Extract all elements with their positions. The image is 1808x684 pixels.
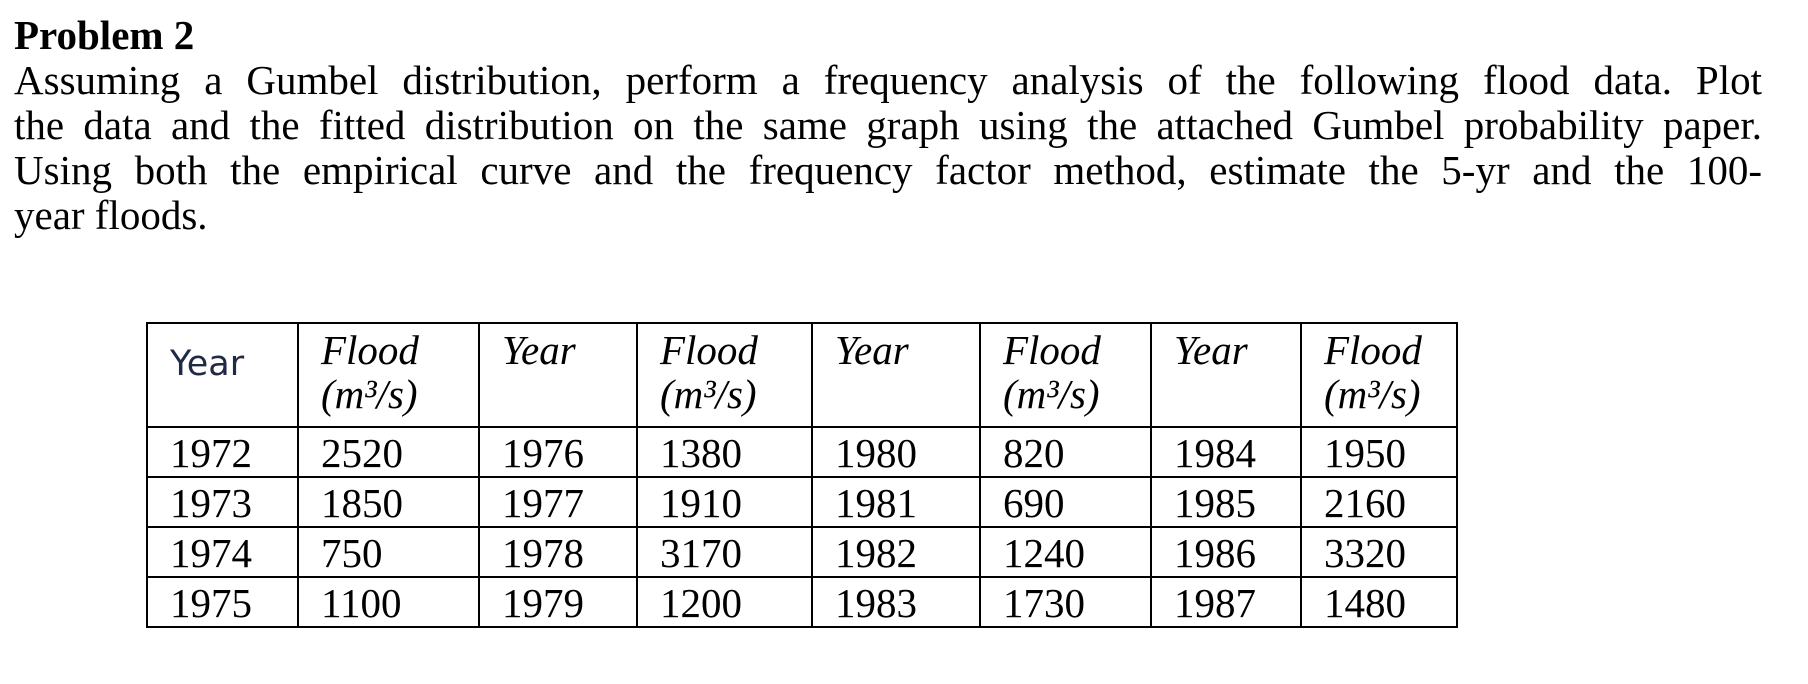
table-cell: 3170 [637,527,812,577]
table-row [147,527,1457,577]
table-cell: 2160 [1301,477,1457,527]
table-cell: 1981 [812,477,980,527]
table-cell: 1380 [637,427,812,477]
table-cell: 1982 [812,527,980,577]
table-cell: 1986 [1151,527,1301,577]
table-cell: 1480 [1301,577,1457,627]
table-cell: 1977 [479,477,637,527]
problem-document [14,12,1762,238]
problem-title: Problem 2 [14,12,195,58]
table-cell: 1984 [1151,427,1301,477]
table-row [147,427,1457,477]
table-row [147,477,1457,527]
header-unit: (m³/s) [321,371,418,417]
problem-line-2: the data and the fitted distribution on the same graph using the attached Gumbel probability paper. [14,102,1762,148]
table-cell: 1950 [1301,427,1457,477]
table-cell: 1976 [479,427,637,477]
problem-statement [14,58,1762,238]
problem-line-4: year floods. [14,192,208,238]
table-cell: 1200 [637,577,812,627]
table-cell: 1975 [147,577,298,627]
header-unit: (m³/s) [660,371,757,417]
table-cell: 1983 [812,577,980,627]
table-cell: 750 [298,527,479,577]
header-flood: Flood (m³/s) [1301,323,1457,427]
header-flood: Flood (m³/s) [298,323,479,427]
header-unit: (m³/s) [1003,371,1100,417]
table-cell: 1974 [147,527,298,577]
table-cell: 1910 [637,477,812,527]
table-cell: 3320 [1301,527,1457,577]
header-year: Year [812,323,980,427]
table-cell: 1979 [479,577,637,627]
table-cell: 690 [980,477,1151,527]
header-year: Year [1151,323,1301,427]
table-row [147,577,1457,627]
table-cell: 1978 [479,527,637,577]
table-cell: 1100 [298,577,479,627]
table-cell: 1973 [147,477,298,527]
table-cell: 2520 [298,427,479,477]
problem-line-1: Assuming a Gumbel distribution, perform a frequency analysis of the following flood data. Plot [14,57,1762,103]
table-cell: 1987 [1151,577,1301,627]
header-flood: Flood (m³/s) [637,323,812,427]
table-cell: 820 [980,427,1151,477]
header-year: Year [147,323,298,427]
flood-data-table [146,322,1458,628]
header-year: Year [479,323,637,427]
table-cell: 1972 [147,427,298,477]
table-cell: 1850 [298,477,479,527]
table-cell: 1730 [980,577,1151,627]
table-cell: 1985 [1151,477,1301,527]
problem-line-3: Using both the empirical curve and the frequency factor method, estimate the 5-yr and the 100- [14,147,1762,193]
header-flood: Flood (m³/s) [980,323,1151,427]
table-cell: 1240 [980,527,1151,577]
table-header-row [147,323,1457,427]
header-unit: (m³/s) [1324,371,1421,417]
table-cell: 1980 [812,427,980,477]
